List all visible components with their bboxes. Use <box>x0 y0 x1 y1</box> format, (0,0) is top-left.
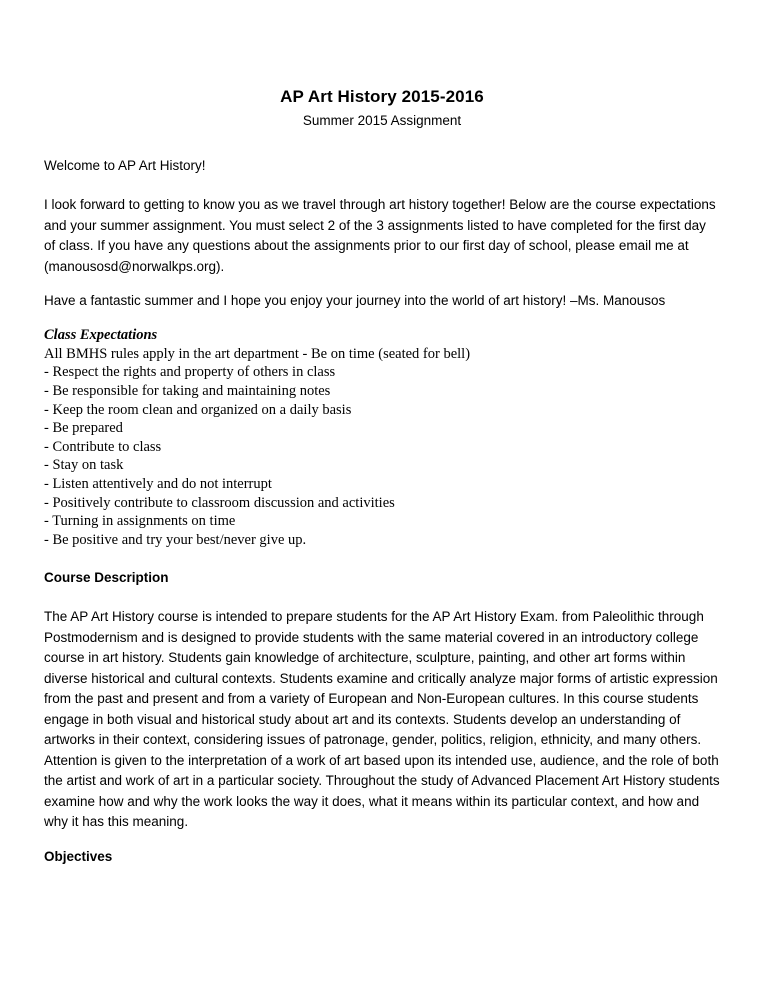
list-item: - Positively contribute to classroom discussion and activities <box>44 494 395 511</box>
class-expectations-heading: Class Expectations <box>44 326 158 343</box>
page-title: AP Art History 2015-2016 <box>280 87 484 106</box>
list-item: - Be responsible for taking and maintaining notes <box>44 382 331 399</box>
spacer <box>44 588 720 607</box>
closing-paragraph: Have a fantastic summer and I hope you enjoy your journey into the world of art history! –Ms. Manousos <box>44 293 666 309</box>
list-item: All BMHS rules apply in the art department - Be on time (seated for bell) <box>44 345 471 362</box>
spacer <box>44 277 720 291</box>
list-item: - Be positive and try your best/never give up. <box>44 531 307 548</box>
greeting-text: Welcome to AP Art History! <box>44 157 206 173</box>
spacer <box>44 130 720 156</box>
page-subtitle: Summer 2015 Assignment <box>302 113 462 129</box>
list-item: - Keep the room clean and organized on a daily basis <box>44 401 352 418</box>
intro-paragraph: I look forward to getting to know you as we travel through art history together! Below are the course expectations and your summer assignment. You must select 2 of the 3 assignments listed to have completed for the first day of class. If you have any questions about the assignments prior to our first day of school, please email me at (manousosd@norwalkps.org). <box>44 197 716 274</box>
list-item: - Respect the rights and property of others in class <box>44 364 336 381</box>
list-item: - Turning in assignments on time <box>44 513 236 530</box>
list-item: - Listen attentively and do not interrupt <box>44 475 272 492</box>
list-item: - Contribute to class <box>44 438 162 455</box>
course-description-paragraph: The AP Art History course is intended to prepare students for the AP Art History Exam. from Paleolithic through Postmodernism and is designed to provide students with the same material covered in an introductory college course in art history. Students gain knowledge of architecture, sculpture, painting, and other art forms within diverse historical and cultural contexts. Students examine and critically analyze major forms of artistic expression from the past and present and from a variety of European and Non-European cultures. In this course students engage in both visual and historical study about art and its contexts. Students develop an understanding of artworks in their context, considering issues of patronage, gender, politics, religion, ethnicity, and many others. Attention is given to the interpretation of a work of art based upon its intended use, audience, and the role of both the artist and work of art in a particular society. Throughout the study of Advanced Placement Art History students examine how and why the work looks the way it does, what it means within its particular context, and how and why it has this meaning. <box>44 609 720 830</box>
class-expectations-list <box>44 345 720 550</box>
course-description-heading: Course Description <box>44 570 169 586</box>
list-item: - Be prepared <box>44 420 123 437</box>
spacer <box>44 549 720 568</box>
spacer <box>44 833 720 847</box>
spacer <box>44 176 720 195</box>
spacer <box>44 312 720 326</box>
list-item: - Stay on task <box>44 457 124 474</box>
objectives-heading: Objectives <box>44 848 113 864</box>
